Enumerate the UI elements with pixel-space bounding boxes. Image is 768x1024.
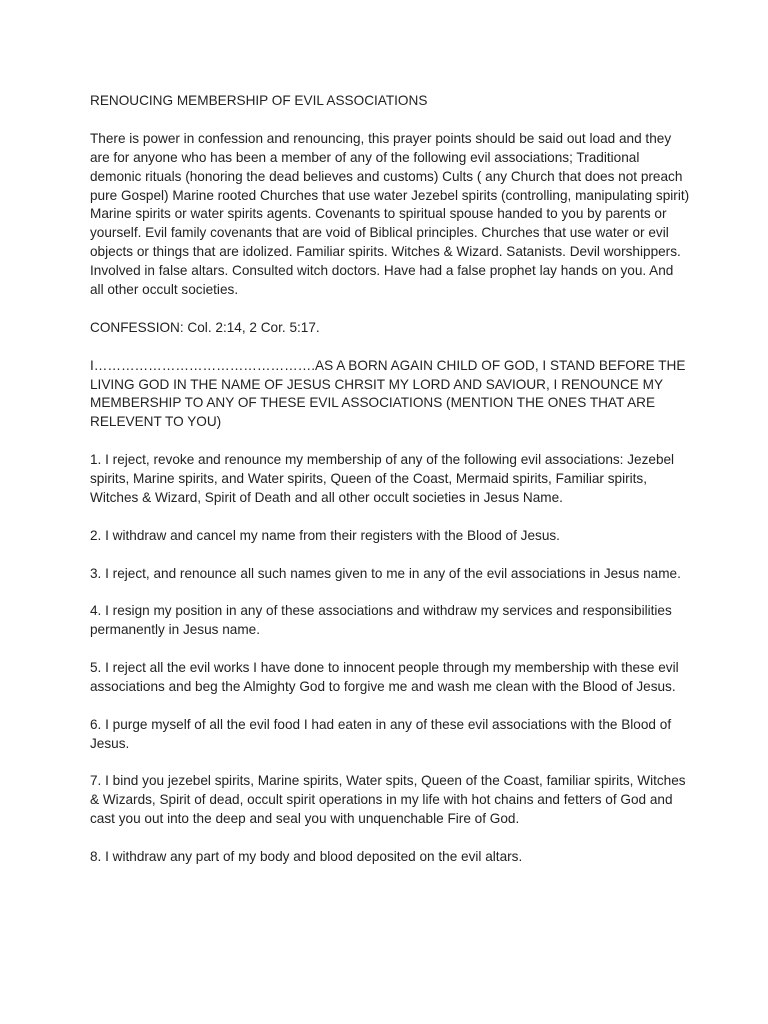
prayer-point-6: 6. I purge myself of all the evil food I had eaten in any of these evil associations with the Blood of Jesus. — [90, 716, 672, 751]
prayer-point-3: 3. I reject, and renounce all such names given to me in any of the evil associations in Jesus name. — [90, 565, 681, 581]
prayer-point-4: 4. I resign my position in any of these associations and withdraw my services and responsibilities permanently in Jesus name. — [90, 603, 672, 638]
prayer-point-7: 7. I bind you jezebel spirits, Marine spirits, Water spits, Queen of the Coast, familiar spirits, Witches & Wizards, Spirit of dead, occult spirit operations in my life with hot chains and fetters of God and cast you out into the deep and seal you with unquenchable Fire of God. — [90, 773, 686, 827]
confession-reference: CONFESSION: Col. 2:14, 2 Cor. 5:17. — [90, 319, 320, 335]
prayer-point-5: 5. I reject all the evil works I have done to innocent people through my membership with these evil associations and beg the Almighty God to forgive me and wash me clean with the Blood of Jesus. — [90, 660, 679, 694]
prayer-point-8: 8. I withdraw any part of my body and blood deposited on the evil altars. — [90, 849, 523, 865]
declaration-paragraph: I………………………………………….AS A BORN AGAIN CHILD OF GOD, I STAND BEFORE THE LIVING GOD IN THE NAME OF JESUS CHRSIT MY LORD AND SAVIOUR, I RENOUNCE MY MEMBERSHIP TO ANY OF THESE EVIL ASSOCIATIONS (MENTION THE ONES THAT ARE RELEVENT TO YOU) — [90, 357, 686, 430]
prayer-point-1: 1. I reject, revoke and renounce my membership of any of the following evil associations: Jezebel spirits, Marine spirits, and Water spirits, Queen of the Coast, Mermaid spirits, Familiar spirits, Witches & Wizard, Spirit of Death and all other occult societies in Jesus Name. — [90, 452, 675, 505]
document-title: RENOUCING MEMBERSHIP OF EVIL ASSOCIATIONS — [90, 93, 428, 108]
document-page — [90, 92, 690, 886]
intro-paragraph: There is power in confession and renouncing, this prayer points should be said out load and they are for anyone who has been a member of any of the following evil associations; Traditional demonic rituals (honoring the dead believes and customs) Cults ( any Church that does not preach pure Gospel) Marine rooted Churches that use water Jezebel spirits (controlling, manipulating spirit) Marine spirits or water spirits agents. Covenants to spiritual spouse handed to you by parents or yourself. Evil family covenants that are void of Biblical principles. Churches that use water or evil objects or things that are idolized. Familiar spirits. Witches & Wizard. Satanists. Devil worshippers. Involved in false altars. Consulted witch doctors. Have had a false prophet lay hands on you. And all other occult societies. — [90, 130, 690, 298]
prayer-point-2: 2. I withdraw and cancel my name from their registers with the Blood of Jesus. — [90, 527, 560, 543]
